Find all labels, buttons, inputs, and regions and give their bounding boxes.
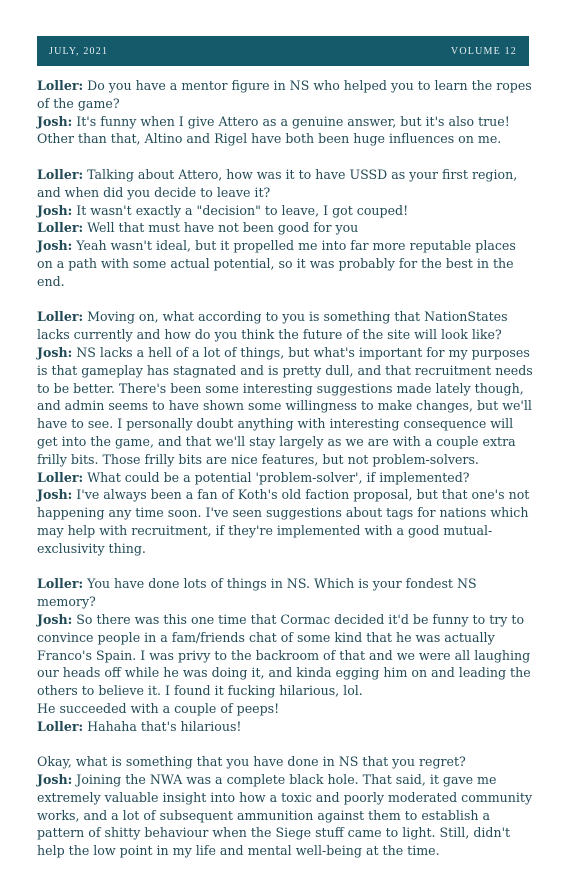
dialogue-text: Talking about Attero, how was it to have USSD as your first region, and when did you decide to leave it? <box>37 166 518 200</box>
dialogue-text: Well that must have not been good for you <box>83 220 359 236</box>
paragraph-regret <box>37 753 533 860</box>
dialogue-line <box>37 166 533 202</box>
dialogue-line <box>37 77 533 113</box>
dialogue-line <box>37 700 533 718</box>
speaker-label: Loller: <box>37 309 84 325</box>
speaker-label: Loller: <box>37 220 84 236</box>
dialogue-line <box>37 469 533 487</box>
dialogue-line <box>37 202 533 220</box>
dialogue-text: Do you have a mentor figure in NS who helped you to learn the ropes of the game? <box>37 78 532 111</box>
speaker-label: Josh: <box>37 487 73 503</box>
speaker-label: Josh: <box>37 238 73 254</box>
dialogue-text: Moving on, what according to you is something that NationStates lacks currently and how do you think the future of the site will look like? <box>37 309 508 343</box>
dialogue-text: What could be a potential 'problem-solver', if implemented? <box>83 469 470 485</box>
paragraph-future-of-site <box>37 308 533 557</box>
speaker-label: Loller: <box>37 166 84 182</box>
dialogue-text: I've always been a fan of Koth's old faction proposal, but that one's not happening any time soon. I've seen suggestions about tags for nations which may help with recruitment, if they're implemented with a good mutual-exclusivity thing. <box>37 487 530 556</box>
dialogue-text: He succeeded with a couple of peeps! <box>37 700 280 716</box>
header-volume: VOLUME 12 <box>450 45 517 57</box>
speaker-label: Josh: <box>37 202 73 218</box>
dialogue-line <box>37 113 533 149</box>
dialogue-text: So there was this one time that Cormac decided it'd be funny to try to convince people in a fam/friends chat of some kind that he was actually Franco's Spain. I was privy to the backroom of that and we were all laughing our heads off while he was doing it, and kinda egging him on and leading the others to believe it. I found it fucking hilarious, lol. <box>37 611 531 699</box>
dialogue-text: Joining the NWA was a complete black hole. That said, it gave me extremely valuable insight into how a toxic and poorly moderated community works, and a lot of subsequent ammunition against them to establish a pattern of shitty behaviour when the Siege stuff came to light. Still, didn't help the low point in my life and mental well-being at the time. <box>37 772 533 859</box>
dialogue-line <box>37 308 533 344</box>
dialogue-line <box>37 237 533 290</box>
dialogue-line <box>37 753 533 771</box>
paragraph-mentor <box>37 77 533 148</box>
speaker-label: Josh: <box>37 113 73 129</box>
speaker-label: Josh: <box>37 772 73 788</box>
dialogue-text: It's funny when I give Attero as a genuine answer, but it's also true! Other than that, Altino and Rigel have both been huge influences on me. <box>37 113 510 147</box>
paragraph-first-region <box>37 166 533 291</box>
dialogue-line <box>37 771 533 860</box>
dialogue-text: NS lacks a hell of a lot of things, but what's important for my purposes is that gameplay has stagnated and is pretty dull, and that recruitment needs to be better. There's been some interesting suggestions made lately though, and admin seems to have shown some willingness to make changes, but we'll have to see. I personally doubt anything with interesting consequence will get into the game, and that we'll stay largely as we are with a couple extra frilly bits. Those frilly bits are nice features, but not problem-solvers. <box>37 344 533 467</box>
newsletter-header-bar <box>37 36 529 66</box>
paragraph-fondest-memory <box>37 575 533 735</box>
dialogue-line <box>37 718 533 736</box>
dialogue-line <box>37 344 533 469</box>
dialogue-line <box>37 575 533 611</box>
speaker-label: Loller: <box>37 469 84 485</box>
speaker-label: Loller: <box>37 718 84 734</box>
dialogue-text: It wasn't exactly a "decision" to leave, I got couped! <box>72 202 409 218</box>
dialogue-line <box>37 219 533 237</box>
speaker-label: Loller: <box>37 78 84 93</box>
dialogue-text: Hahaha that's hilarious! <box>83 718 242 734</box>
speaker-label: Josh: <box>37 611 73 627</box>
dialogue-text: Yeah wasn't ideal, but it propelled me into far more reputable places on a path with some actual potential, so it was probably for the best in the end. <box>37 238 516 289</box>
interview-content <box>37 77 533 878</box>
dialogue-text: Okay, what is something that you have done in NS that you regret? <box>37 754 466 770</box>
dialogue-line <box>37 611 533 700</box>
header-date: JULY, 2021 <box>49 45 109 57</box>
dialogue-line <box>37 486 533 557</box>
speaker-label: Josh: <box>37 344 73 360</box>
speaker-label: Loller: <box>37 576 84 592</box>
dialogue-text: You have done lots of things in NS. Which is your fondest NS memory? <box>37 576 477 610</box>
